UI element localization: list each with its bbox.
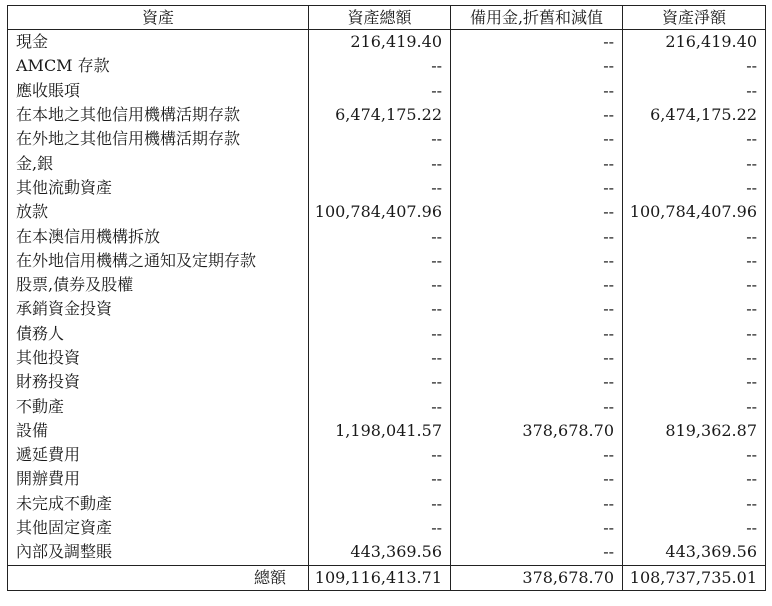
row-label: 在外地之其他信用機構活期存款 xyxy=(8,127,309,151)
row-provision: -- xyxy=(451,297,623,321)
row-label: 金,銀 xyxy=(8,151,309,175)
row-provision: -- xyxy=(451,540,623,565)
table-row xyxy=(8,394,766,418)
row-provision: -- xyxy=(451,30,623,55)
row-provision: -- xyxy=(451,443,623,467)
row-provision: -- xyxy=(451,370,623,394)
table-row xyxy=(8,540,766,565)
header-row xyxy=(8,6,766,30)
total-row xyxy=(8,565,766,590)
row-net-amount: -- xyxy=(623,346,766,370)
total-provision: 378,678.70 xyxy=(451,565,623,590)
table-row xyxy=(8,419,766,443)
row-provision: -- xyxy=(451,103,623,127)
table-row xyxy=(8,54,766,78)
total-gross: 109,116,413.71 xyxy=(309,565,451,590)
balance-sheet-assets xyxy=(7,5,765,591)
row-net-amount: -- xyxy=(623,224,766,248)
header-assets: 資產 xyxy=(8,6,309,30)
row-provision: -- xyxy=(451,79,623,103)
row-gross-amount: -- xyxy=(309,54,451,78)
row-gross-amount: -- xyxy=(309,492,451,516)
row-net-amount: -- xyxy=(623,516,766,540)
row-net-amount: -- xyxy=(623,322,766,346)
row-provision: -- xyxy=(451,273,623,297)
row-label: 在外地信用機構之通知及定期存款 xyxy=(8,249,309,273)
row-gross-amount: -- xyxy=(309,516,451,540)
row-net-amount: -- xyxy=(623,467,766,491)
row-provision: -- xyxy=(451,467,623,491)
row-label: 不動產 xyxy=(8,394,309,418)
row-provision: 378,678.70 xyxy=(451,419,623,443)
row-label: 放款 xyxy=(8,200,309,224)
row-net-amount: 443,369.56 xyxy=(623,540,766,565)
row-provision: -- xyxy=(451,249,623,273)
table-row xyxy=(8,370,766,394)
table-row xyxy=(8,249,766,273)
assets-table xyxy=(7,5,766,591)
row-gross-amount: -- xyxy=(309,249,451,273)
row-label: 現金 xyxy=(8,30,309,55)
row-label: 財務投資 xyxy=(8,370,309,394)
row-label: 應收賬項 xyxy=(8,79,309,103)
row-provision: -- xyxy=(451,200,623,224)
row-net-amount: -- xyxy=(623,249,766,273)
row-label: 承銷資金投資 xyxy=(8,297,309,321)
table-row xyxy=(8,297,766,321)
row-net-amount: -- xyxy=(623,370,766,394)
row-label: 其他固定資產 xyxy=(8,516,309,540)
row-label: 債務人 xyxy=(8,322,309,346)
row-label: 在本澳信用機構拆放 xyxy=(8,224,309,248)
row-gross-amount: -- xyxy=(309,224,451,248)
row-provision: -- xyxy=(451,516,623,540)
row-provision: -- xyxy=(451,492,623,516)
table-row xyxy=(8,151,766,175)
row-label: 在本地之其他信用機構活期存款 xyxy=(8,103,309,127)
row-net-amount: -- xyxy=(623,79,766,103)
row-provision: -- xyxy=(451,322,623,346)
row-gross-amount: 216,419.40 xyxy=(309,30,451,55)
row-net-amount: -- xyxy=(623,492,766,516)
table-row xyxy=(8,79,766,103)
table-row xyxy=(8,176,766,200)
row-gross-amount: -- xyxy=(309,370,451,394)
row-net-amount: 100,784,407.96 xyxy=(623,200,766,224)
table-row xyxy=(8,224,766,248)
row-gross-amount: -- xyxy=(309,151,451,175)
row-gross-amount: -- xyxy=(309,322,451,346)
row-label: 內部及調整賬 xyxy=(8,540,309,565)
row-provision: -- xyxy=(451,127,623,151)
row-gross-amount: -- xyxy=(309,273,451,297)
table-row xyxy=(8,492,766,516)
row-net-amount: -- xyxy=(623,127,766,151)
table-row xyxy=(8,322,766,346)
row-provision: -- xyxy=(451,176,623,200)
row-label: 股票,債券及股權 xyxy=(8,273,309,297)
row-provision: -- xyxy=(451,151,623,175)
table-row xyxy=(8,103,766,127)
row-gross-amount: -- xyxy=(309,394,451,418)
row-gross-amount: 100,784,407.96 xyxy=(309,200,451,224)
table-row xyxy=(8,346,766,370)
row-net-amount: -- xyxy=(623,151,766,175)
row-gross-amount: -- xyxy=(309,443,451,467)
row-gross-amount: -- xyxy=(309,176,451,200)
row-net-amount: -- xyxy=(623,176,766,200)
row-label: 遞延費用 xyxy=(8,443,309,467)
header-net-amount: 資產淨額 xyxy=(623,6,766,30)
row-net-amount: -- xyxy=(623,273,766,297)
row-net-amount: -- xyxy=(623,394,766,418)
row-label: 未完成不動產 xyxy=(8,492,309,516)
row-label: 其他流動資產 xyxy=(8,176,309,200)
table-row xyxy=(8,443,766,467)
row-net-amount: 216,419.40 xyxy=(623,30,766,55)
row-gross-amount: -- xyxy=(309,467,451,491)
row-provision: -- xyxy=(451,346,623,370)
row-provision: -- xyxy=(451,54,623,78)
row-net-amount: 6,474,175.22 xyxy=(623,103,766,127)
row-net-amount: 819,362.87 xyxy=(623,419,766,443)
row-gross-amount: -- xyxy=(309,346,451,370)
row-net-amount: -- xyxy=(623,54,766,78)
header-gross-amount: 資產總額 xyxy=(309,6,451,30)
row-provision: -- xyxy=(451,394,623,418)
row-net-amount: -- xyxy=(623,297,766,321)
row-gross-amount: -- xyxy=(309,79,451,103)
row-gross-amount: -- xyxy=(309,127,451,151)
row-label: 開辦費用 xyxy=(8,467,309,491)
table-row xyxy=(8,516,766,540)
row-net-amount: -- xyxy=(623,443,766,467)
table-row xyxy=(8,467,766,491)
table-row xyxy=(8,127,766,151)
row-gross-amount: -- xyxy=(309,297,451,321)
table-row xyxy=(8,200,766,224)
table-row xyxy=(8,273,766,297)
total-label: 總額 xyxy=(8,565,309,590)
row-gross-amount: 1,198,041.57 xyxy=(309,419,451,443)
total-net: 108,737,735.01 xyxy=(623,565,766,590)
header-provisions-depreciation: 備用金,折舊和減值 xyxy=(451,6,623,30)
row-label: 其他投資 xyxy=(8,346,309,370)
table-row xyxy=(8,30,766,55)
row-gross-amount: 6,474,175.22 xyxy=(309,103,451,127)
row-label: 設備 xyxy=(8,419,309,443)
row-label: AMCM 存款 xyxy=(8,54,309,78)
row-provision: -- xyxy=(451,224,623,248)
row-gross-amount: 443,369.56 xyxy=(309,540,451,565)
table-body xyxy=(8,30,766,566)
